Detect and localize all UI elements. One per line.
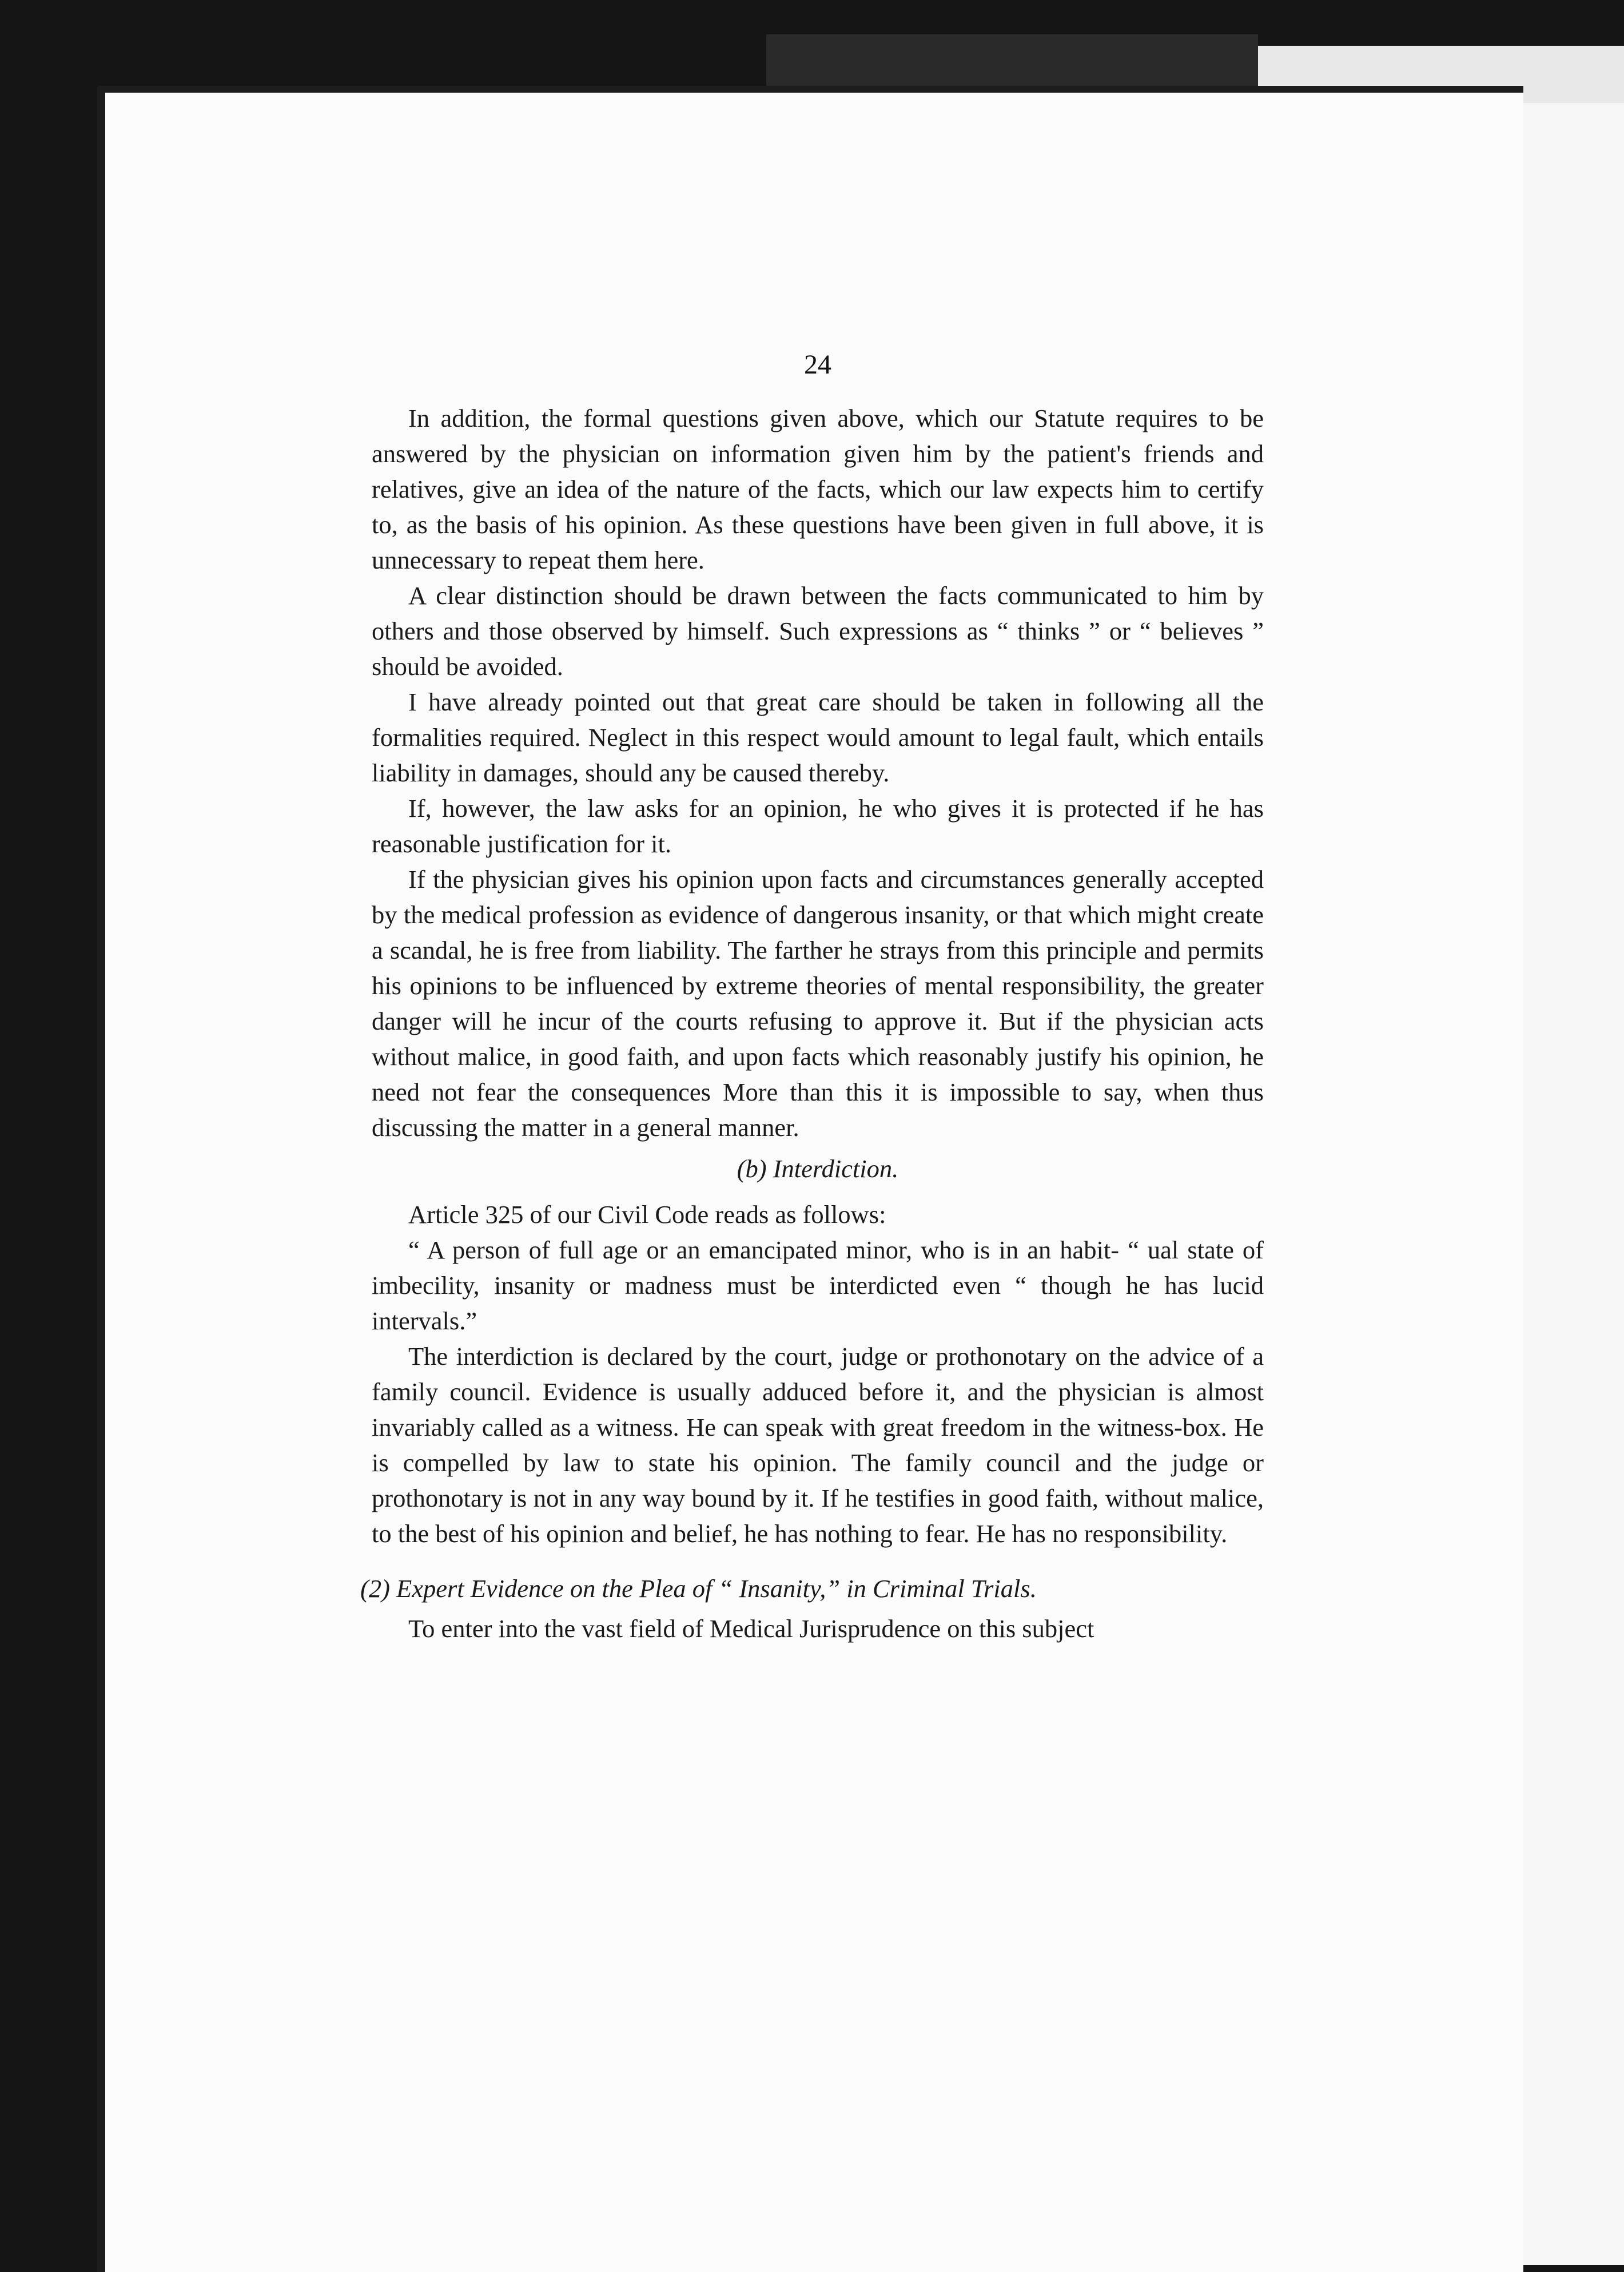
scan-edge-dark [766, 34, 1258, 86]
page-body [360, 400, 1264, 1646]
section-heading-expert-evidence: (2) Expert Evidence on the Plea of “ Insanity,” in Criminal Trials. [360, 1574, 1037, 1603]
code-quotation: “ A person of full age or an emancipated minor, who is in an habit- “ ual state of imbecility, insanity or madness must be interdicted even “ though he has lucid intervals.” [372, 1236, 1264, 1335]
paragraph: I have already pointed out that great care should be taken in following all the formalities required. Neglect in this respect would amount to legal fault, which entails liability in damages, should any be caused thereby. [372, 688, 1264, 787]
paragraph: In addition, the formal questions given above, which our Statute requires to be answered by the physician on information given him by the patient's friends and relatives, give an idea of the nature of the facts, which our law expects him to certify to, as the basis of his opinion. As these questions have been given in full above, it is unnecessary to repeat them here. [372, 404, 1264, 574]
paragraph: To enter into the vast field of Medical Jurisprudence on this subject [408, 1614, 1094, 1643]
page-number: 24 [804, 349, 831, 380]
paragraph: If the physician gives his opinion upon facts and circumstances generally accepted by the medical profession as evidence of dangerous insanity, or that which might create a scandal, he is free from liability. The farther he strays from this principle and permits his opinions to be influenced by extreme theories of mental responsibility, the greater danger will he incur of the courts refusing to approve it. But if the physician acts without malice, in good faith, and upon facts which reasonably justify his opinion, he need not fear the consequences More than this it is impossible to say, when thus discussing the matter in a general manner. [372, 865, 1264, 1142]
paragraph: If, however, the law asks for an opinion, he who gives it is protected if he has reasonable justification for it. [372, 794, 1264, 858]
paragraph: The interdiction is declared by the court, judge or prothonotary on the advice of a family council. Evidence is usually adduced before it, and the physician is almost invariably called as a witness. He can speak with great freedom in the witness-box. He is compelled by law to state his opinion. The family council and the judge or prothonotary is not in any way bound by it. If he testifies in good faith, without malice, to the best of his opinion and belief, he has nothing to fear. He has no responsibility. [372, 1342, 1264, 1548]
article-intro: Article 325 of our Civil Code reads as follows: [408, 1200, 886, 1229]
facing-page-edge [1510, 103, 1624, 2265]
section-heading-interdiction: (b) Interdiction. [737, 1154, 899, 1183]
paragraph: A clear distinction should be drawn between the facts communicated to him by others and those observed by himself. Such expressions as “ thinks ” or “ believes ” should be avoided. [372, 581, 1264, 681]
